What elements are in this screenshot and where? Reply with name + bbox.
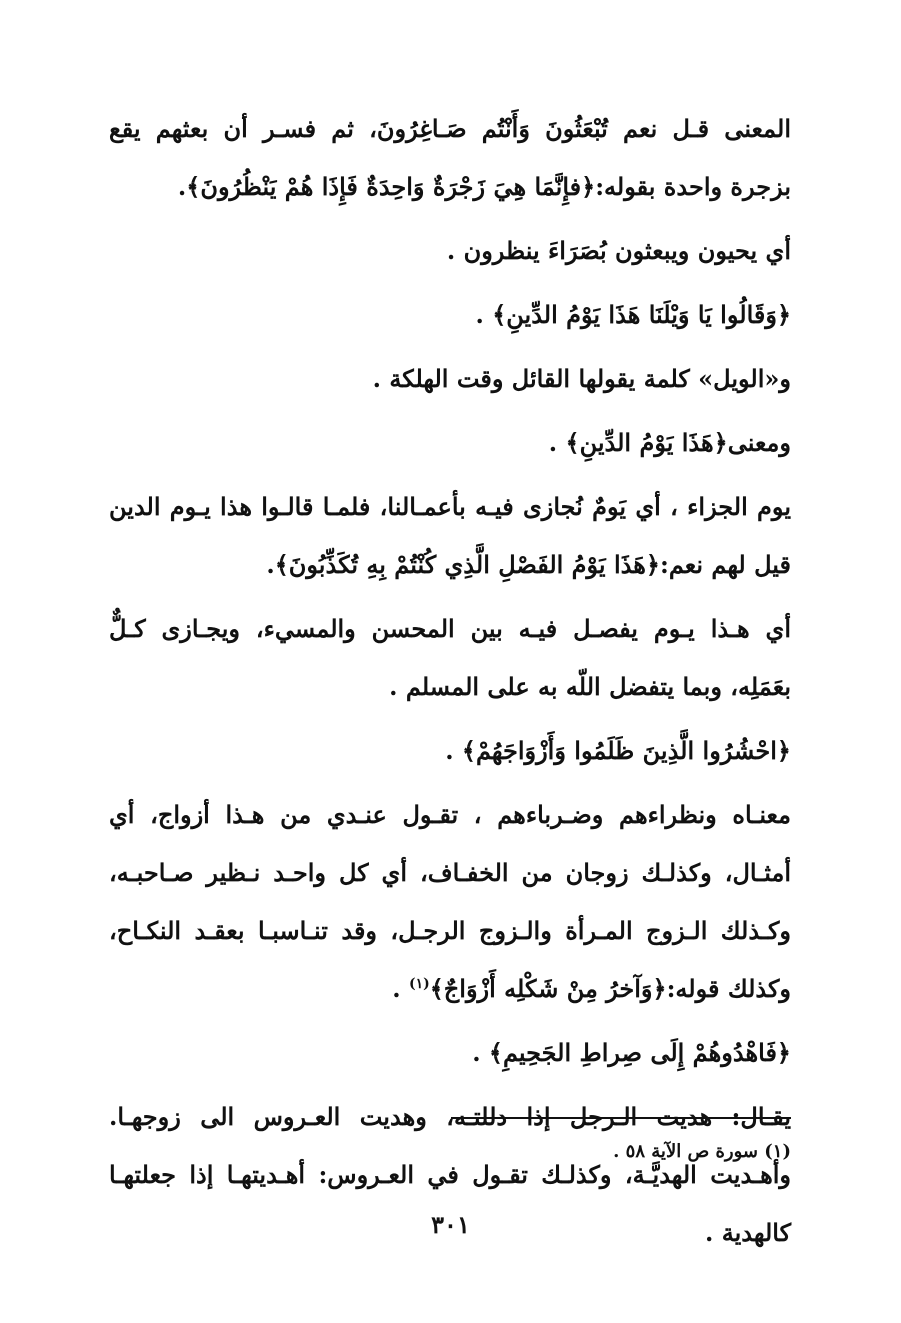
paragraph-2: أي يحيون ويبعثون بُصَرَاءَ ينظرون .	[446, 236, 791, 265]
verse-3: ﴿فَاهْدُوهُمْ إِلَى صِراطِ الجَحِيمِ﴾ .	[472, 1038, 791, 1067]
verse-2: ﴿احْشُرُوا الَّذِينَ ظَلَمُوا وَأَزْوَاجَهُمْ﴾ .	[445, 736, 791, 765]
verse-1: ﴿وَقَالُوا يَا وَيْلَنَا هَذَا يَوْمُ الدِّينِ﴾ .	[475, 300, 791, 329]
paragraph-7	[109, 786, 791, 1018]
paragraph-8: يقـال: هديت الـرجل إذا دللتـه، وهديت العـروس الى زوجهـا. وأهـديت الهديَّـة، وكذلـك تقـول في العـروس: أهـديتهـا إذا جعلتهـا كالهدية .	[109, 1102, 791, 1247]
footnote-divider	[451, 1117, 791, 1119]
page-number: ٣٠١	[431, 1210, 470, 1239]
paragraph-6: أي هـذا يـوم يفصـل فيـه بين المحسن والمسيء، ويجـازى كـلٌّ بعَمَلِه، وبما يتفضل اللّه به على المسلم .	[109, 614, 791, 701]
paragraph-5: يوم الجزاء ، أي يَومٌ نُجازى فيـه بأعمـالنا، فلمـا قالـوا هذا يـوم الدين قيل لهم نعم:﴿هَذَا يَوْمُ الفَصْلِ الَّذِي كُنْتُمْ بِهِ تُكَذِّبُونَ﴾.	[109, 492, 791, 579]
paragraph-7-text: معنـاه ونظراءهم وضـرباءهم ، تقـول عنـدي من هـذا أزواج، أي أمثـال، وكذلـك زوجان من الخفـاف، أي كل واحـد نـظير صـاحبـه، وكـذلك الـزوج المـرأة والـزوج الرجـل، وقد تنـاسبـا بعقـد النكـاح، وكذلك قوله:﴿وَآخرُ مِنْ شَكْلِه أَزْوَاجٌ﴾	[109, 800, 791, 1003]
paragraph-1: المعنى قـل نعم تُبْعَثُونَ وَأَنْتُم صَـاغِرُونَ، ثم فسـر أن بعثهم يقع بزجرة واحدة بقوله:﴿فإِنَّمَا هِيَ زَجْرَةٌ وَاحِدَةٌ فَإِذَا هُمْ يَنْظُرُونَ﴾.	[109, 114, 791, 201]
footnote: (١) سورة ص الآية ٥٨ .	[613, 1141, 791, 1162]
paragraph-4: ومعنى﴿هَذَا يَوْمُ الدِّينِ﴾ .	[548, 428, 791, 457]
paragraph-3: و«الويل» كلمة يقولها القائل وقت الهلكة .	[372, 364, 791, 393]
paragraph-7-tail: .	[392, 974, 409, 1003]
page-body	[109, 100, 791, 1268]
footnote-marker: (١)	[408, 976, 430, 992]
